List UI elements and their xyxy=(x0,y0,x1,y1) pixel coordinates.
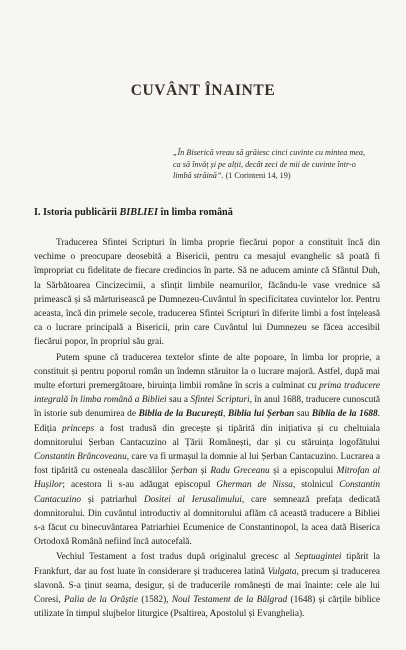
emphasis-italic: Constantin Brâncoveanu xyxy=(34,452,127,463)
section-heading-prefix: I. Istoria publicării xyxy=(34,207,120,218)
text-run: ; acestora li s-au adăugat episcopul xyxy=(62,480,217,491)
paragraph xyxy=(34,351,380,550)
text-run: , precum și traducerea slavonă. S-a ținut seama, desigur, și de traducerile românești de mai înainte: cele ale lui Coresi, xyxy=(34,566,380,606)
text-run: , care semnează prefața dedicată domnitorului. Din cuvântul introductiv al domnitorului aflăm că această traducere a Bibliei s-a făcut cu binecuvântarea Patriarhiei Ecumenice de Constantinopol, la acea dată Biserica Ortodoxă Română nefiind încă autocefală. xyxy=(34,494,380,548)
emphasis-italic: Dositei al Ierusalimului xyxy=(143,494,242,505)
text-run: Vechiul Testament a fost tradus după originalul grecesc al xyxy=(56,552,296,563)
text-run: sau a xyxy=(166,395,191,406)
emphasis-italic: Palia de la Orăștie xyxy=(63,595,139,606)
text-run: și a episcopului xyxy=(269,466,337,477)
section-heading-suffix: în limba română xyxy=(158,207,233,218)
text-run: . Ediția xyxy=(34,409,380,434)
epigraph xyxy=(173,147,369,182)
body-text xyxy=(34,236,380,621)
text-run: , care va fi urmașul la domnie al lui Șerban Cantacuzino. Lucrarea a fost tipărită cu osteneala dascălilor xyxy=(34,452,380,477)
text-run: , stolnicul xyxy=(292,480,340,491)
epigraph-quote: „În Biserică vreau să grăiesc cinci cuvinte cu mintea mea, ca să învăț și pe alții, decât zeci de mii de cuvinte într-o limbă străină”. xyxy=(173,148,366,181)
text-run: , în anul 1688, traducere cunoscută în istorie sub denumirea de xyxy=(34,395,380,420)
text-run: sau xyxy=(294,409,312,420)
text-run: (1648) și cărțile biblice utilizate în timpul slujbelor liturgice (Psaltirea, Apostolul și Evanghelia). xyxy=(34,595,381,620)
paragraph xyxy=(34,550,380,621)
section-heading xyxy=(34,207,374,218)
emphasis-italic: Septuagintei xyxy=(295,552,342,563)
emphasis-bold-italic: Biblia lui Șerban xyxy=(227,409,295,420)
emphasis-italic: Sfintei Scripturi xyxy=(190,395,250,406)
text-run: Putem spune că traducerea textelor sfinte de alte popoare, în limba lor proprie, a constituit și pentru poporul român un îndemn stăruitor la o lucrare majoră. Astfel, după mai multe eforturi premergătoare, biruința limbii române în scris a culminat cu xyxy=(34,352,380,392)
emphasis-italic: princeps xyxy=(62,423,95,434)
paragraph xyxy=(34,236,380,350)
emphasis-bold-italic: Biblia de la 1688 xyxy=(311,409,378,420)
emphasis-italic: Mitrofan al Hușilor xyxy=(34,466,380,491)
text-run: tipărit la Frankfurt, dar au fost luate în considerare și traducerea latină xyxy=(34,552,381,577)
text-run: și xyxy=(197,466,211,477)
text-run: , xyxy=(222,409,228,420)
emphasis-italic: Șerban xyxy=(170,466,198,477)
page-title: CUVÂNT ÎNAINTE xyxy=(130,82,276,99)
text-run: Traducerea Sfintei Scripturi în limba proprie fiecărui popor a constituit încă din vechime o preocupare deosebită a Bisericii, pentru ca mesajul evanghelic să poată fi împropriat cu fidelitate de fiecare credincios în parte. Să ne aducem aminte că Sfântul Duh, la Sărbătoarea Cincizecimii, a sfințit limbile neamurilor, făcându-le vase vrednice să primească și să mărturisească pe Dumnezeu-Cuvântul în specificitatea cuvintelor lor. Pentru aceasta, încă din primele secole, traducerea Sfintei Scripturi în diferite limbi a fost înțeleasă ca o lucrare principală a Bisericii, prin care Cuvântul lui Dumnezeu se făcea accesibil fiecărui popor, în propriul său grai. xyxy=(34,238,380,348)
emphasis-italic: Vulgata xyxy=(267,566,297,577)
emphasis-italic: prima traducere integrală în limba română a Bibliei xyxy=(34,381,380,406)
section-heading-emphasis: BIBLIEI xyxy=(119,207,158,218)
text-run: a fost tradusă din grecește și tipărită din inițiativa și cu cheltuiala domnitorului Șerban Cantacuzino al Țării Românești, dar și cu stăruința logofătului xyxy=(34,423,380,448)
emphasis-italic: Gherman de Nissa xyxy=(216,480,293,491)
emphasis-italic: Constantin Cantacuzino xyxy=(34,480,380,505)
emphasis-italic: Radu Greceanu xyxy=(210,466,270,477)
epigraph-reference: (1 Corinteni 14, 19) xyxy=(225,171,291,181)
emphasis-bold-italic: Biblia de la București xyxy=(138,409,223,420)
text-run: și patriarhul xyxy=(81,494,144,505)
text-run: (1582), xyxy=(138,595,172,606)
emphasis-italic: Noul Testament de la Bălgrad xyxy=(171,595,288,606)
